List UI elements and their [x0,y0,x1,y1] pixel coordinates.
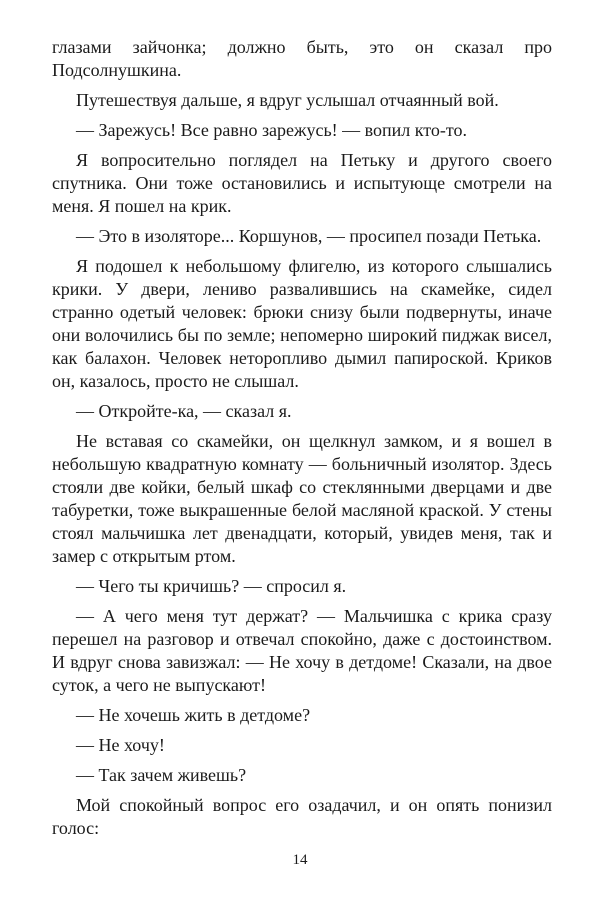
paragraph-14: Мой спокойный вопрос его озадачил, и он опять понизил голос: [52,795,552,838]
paragraph-6: Я подошел к небольшому флигелю, из которого слышались крики. У двери, лениво развалившись на скамейке, сидел странно одетый человек: брюки снизу были подвернуты, иначе они волочились бы по земле; непомерно широкий пиджак висел, как балахон. Человек неторопливо дымил папироской. Криков он, казалось, просто не слышал. [52,256,552,391]
paragraph-1: глазами зайчонка; должно быть, это он сказал про Подсолнушкина. [52,37,552,80]
paragraph-3: — Зарежусь! Все равно зарежусь! — вопил кто-то. [76,120,468,140]
paragraph-10: — А чего меня тут держат? — Мальчишка с крика сразу перешел на разговор и отвечал спокойно, даже с достоинством. И вдруг снова завизжал: — Не хочу в детдоме! Сказали, на двое суток, а чего не выпускают! [52,606,552,695]
page-number: 14 [292,852,308,868]
paragraph-5: — Это в изоляторе... Коршунов, — просипел позади Петька. [76,226,542,246]
page-body [52,36,552,847]
paragraph-11: — Не хочешь жить в детдоме? [76,705,311,725]
paragraph-12: — Не хочу! [76,735,165,755]
paragraph-13: — Так зачем живешь? [76,765,247,785]
paragraph-2: Путешествуя дальше, я вдруг услышал отчаянный вой. [76,90,499,110]
paragraph-8: Не вставая со скамейки, он щелкнул замком, и я вошел в небольшую квадратную комнату — больничный изолятор. Здесь стояли две койки, белый шкаф со стеклянными дверцами и две табуретки, тоже выкрашенные белой масляной краской. У стены стоял мальчишка лет двенадцати, который, увидев меня, так и замер с открытым ртом. [52,431,552,566]
paragraph-4: Я вопросительно поглядел на Петьку и другого своего спутника. Они тоже остановились и испытующе смотрели на меня. Я пошел на крик. [52,150,552,216]
paragraph-9: — Чего ты кричишь? — спросил я. [76,576,347,596]
paragraph-7: — Откройте-ка, — сказал я. [76,401,292,421]
